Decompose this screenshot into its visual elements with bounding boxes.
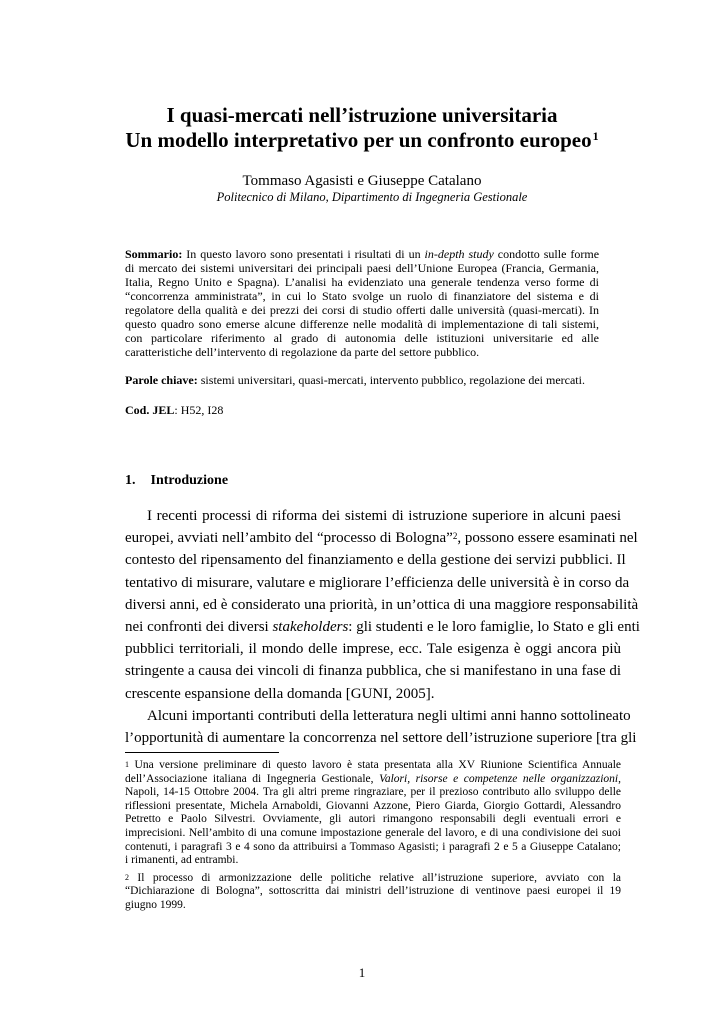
footnote-line: imprecisioni. Nell’ambito di una comune impostazione generale del lavoro, e di una condivisione dei suoi xyxy=(125,826,621,839)
body-line: Alcuni importanti contributi della letteratura negli ultimi anni hanno sottolineato xyxy=(147,707,631,724)
affiliation: Politecnico di Milano, Dipartimento di Ingegneria Gestionale xyxy=(216,190,528,204)
abstract-line: di mercato dei sistemi universitari dei principali paesi dell’Unione Europea (Francia, Germania, xyxy=(125,261,599,275)
body-emphasis: stakeholders xyxy=(272,618,349,635)
abstract-line: caratteristiche dell’intervento di regolazione da parte del settore pubblico. xyxy=(125,345,480,359)
footnote-line: $^2$ Il processo di armonizzazione delle politiche relative all’istruzione superiore, avviato con la xyxy=(125,871,621,884)
body-line: diversi anni, ed è considerato una priorità, in un’ottica di una maggiore responsabilità xyxy=(125,596,639,613)
keywords xyxy=(125,373,615,388)
jel-label: Cod. JEL xyxy=(125,403,175,417)
body-line: crescente espansione della domanda [GUNI, 2005]. xyxy=(125,685,435,702)
footnote-separator xyxy=(125,752,279,753)
footnote-line: $^1$ Una versione preliminare di questo lavoro è stata presentata alla XV Riunione Scientifica Annuale xyxy=(125,759,622,771)
abstract-line: regolatore della qualità e dei prezzi dei corsi di studio offerti dalle università (quasi-mercati). In xyxy=(125,303,599,317)
title-line-1: I quasi-mercati nell’istruzione universitaria xyxy=(166,103,558,127)
abstract-emphasis: in-depth study xyxy=(424,247,494,261)
abstract xyxy=(125,247,599,359)
footnote-emphasis: Valori, risorse e competenze nelle organizzazioni xyxy=(379,772,619,785)
paper-title xyxy=(90,103,634,153)
footnote-line: “Dichiarazione di Bologna”, sottoscritta dai ministri dell’istruzione di ventinove paesi europei il 19 xyxy=(125,885,621,898)
title-line-2 xyxy=(90,128,634,153)
body-line: europei, avviati nell’ambito del “processo di Bologna”$^2$, possono essere esaminati nel xyxy=(125,530,638,547)
footnote-line: i rimanenti, ad entrambi. xyxy=(125,854,239,867)
jel-text: : H52, I28 xyxy=(174,403,224,417)
jel-codes xyxy=(125,403,223,418)
page-number: 1 xyxy=(358,965,366,980)
footnote-line: Napoli, 14-15 Ottobre 2004. Tra gli altri preme ringraziare, per il prezioso contributo allo sviluppo delle xyxy=(125,786,621,799)
section-number: 1. xyxy=(125,473,136,488)
authors: Tommaso Agasisti e Giuseppe Catalano xyxy=(242,173,482,189)
footnote-line: giugno 1999. xyxy=(125,898,186,911)
abstract-line: Sommario: In questo lavoro sono presentati i risultati di un in-depth study condotto sulle forme xyxy=(125,247,600,261)
abstract-line: questo quadro sono emerse alcune differenze nelle modalità di implementazione di tali sistemi, xyxy=(125,317,599,331)
body-line: tentativo di misurare, valutare e migliorare l’efficienza delle università è in corso da xyxy=(125,574,630,591)
abstract-line: “concorrenza amministrata”, in cui lo Stato svolge un ruolo di finanziatore del sistema e di xyxy=(125,289,599,303)
footnote-line: dell’Associazione italiana di Ingegneria Gestionale, Valori, risorse e competenze nelle organizzazioni, xyxy=(125,772,621,785)
footnote-2-mark: 2 xyxy=(125,872,129,882)
footnote-line: Petretto e Paolo Silvestri. Ovviamente, gli autori rimangono responsabili degli eventuali errori e xyxy=(125,813,621,826)
keywords-label: Parole chiave: xyxy=(125,373,198,387)
body-line: l’opportunità di aumentare la concorrenza nel settore dell’istruzione superiore [tra gli xyxy=(125,729,637,746)
body-text xyxy=(125,505,640,749)
footnote-line: contenuti, i paragrafi 3 e 4 sono da attribuirsi a Tommaso Agasisti; i paragrafi 2 e 5 a Giuseppe Catalano; xyxy=(125,840,621,853)
body-line: contesto del ripensamento del finanziamento e della gestione dei servizi pubblici. Il xyxy=(125,552,626,569)
section-heading xyxy=(125,473,228,489)
abstract-label: Sommario: xyxy=(125,247,183,261)
section-title: Introduzione xyxy=(150,473,229,488)
body-line: stringente a causa dei vincoli di finanza pubblica, che si manifestano in una fase di xyxy=(125,663,622,680)
footnote-1-mark: 1 xyxy=(125,760,129,769)
footnote-mark-2[interactable]: 2 xyxy=(452,531,458,542)
body-line: I recenti processi di riforma dei sistemi di istruzione superiore in alcuni paesi xyxy=(147,508,621,524)
abstract-line: con particolare riferimento al grado di autonomia delle istituzioni universitarie ed alle xyxy=(125,331,599,345)
title-footnote-mark[interactable]: 1 xyxy=(592,129,599,143)
footnote-line: riflessioni presentate, Michela Arnaboldi, Giovanni Azzone, Piero Giarda, Giorgio Gottardi, Alessandro xyxy=(125,799,621,812)
abstract-line: Italia, Regno Unito e Spagna). L’analisi ha evidenziato una generale tendenza verso forme di xyxy=(125,275,599,289)
body-line: nei confronti dei diversi stakeholders: gli studenti e le loro famiglie, lo Stato e gli enti xyxy=(125,618,640,635)
title-line-2-text: Un modello interpretativo per un confronto europeo xyxy=(125,128,592,152)
keywords-text: sistemi universitari, quasi-mercati, intervento pubblico, regolazione dei mercati. xyxy=(200,373,585,387)
footnotes xyxy=(125,759,621,913)
body-line: pubblici territoriali, il mondo delle imprese, ecc. Tale esigenza è oggi ancora più xyxy=(125,641,621,658)
